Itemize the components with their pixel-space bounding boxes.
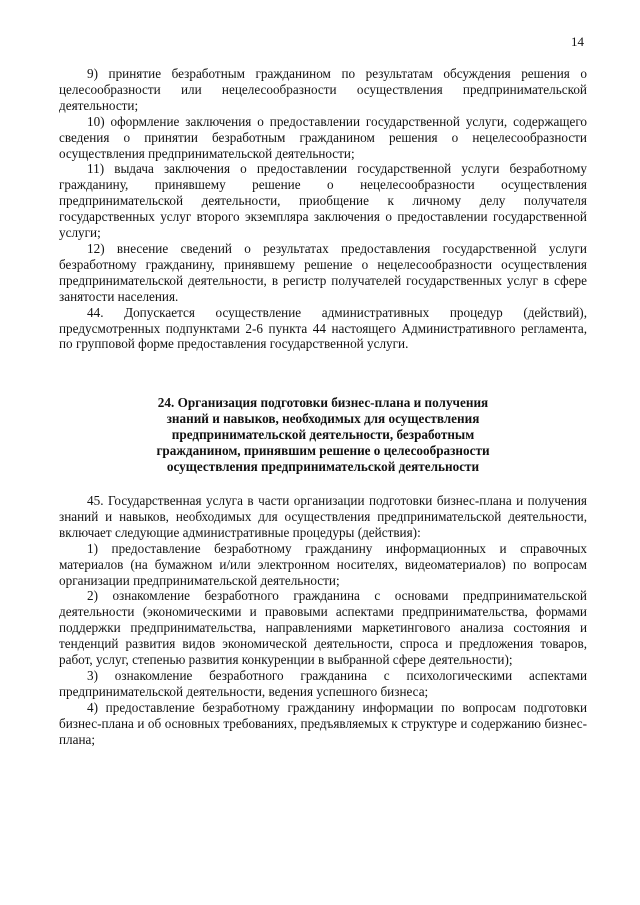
heading-line: осуществления предпринимательской деятельности xyxy=(166,458,480,474)
page-number: 14 xyxy=(571,34,584,49)
paragraph-item-1: 1) предоставление безработному гражданину информационных и справочных материалов (на бумажном и/или электронном носителях, видеоматериалов) по вопросам организации предпринимательской деятельности; xyxy=(59,540,587,588)
heading-line: гражданином, принявшим решение о целесообразности xyxy=(156,442,490,458)
paragraph-45: 45. Государственная услуга в части организации подготовки бизнес-плана и получения знаний и навыков, необходимых для осуществления предпринимательской деятельности, включает следующие административные процедуры (действия): xyxy=(59,493,587,540)
heading-line: предпринимательской деятельности, безработным xyxy=(171,426,475,442)
paragraph-item-9: 9) принятие безработным гражданином по результатам обсуждения решения о целесообразности или нецелесообразности осуществления предпринимательской деятельности; xyxy=(59,66,587,113)
paragraph-item-10: 10) оформление заключения о предоставлении государственной услуги, содержащего сведения о принятии безработным гражданином решения о нецелесообразности осуществления предпринимательской деятельности; xyxy=(59,113,587,161)
paragraph-item-4: 4) предоставление безработному гражданину информации по вопросам подготовки бизнес-плана и об основных требованиях, предъявляемых к структуре и содержанию бизнес-плана; xyxy=(59,699,587,747)
heading-line: 24. Организация подготовки бизнес-плана и получения xyxy=(157,395,489,410)
heading-line: знаний и навыков, необходимых для осуществления xyxy=(166,410,480,426)
paragraphs-bottom xyxy=(59,493,587,748)
paragraph-44: 44. Допускается осуществление административных процедур (действий), предусмотренных подпунктами 2-6 пункта 44 настоящего Административного регламента, по групповой форме предоставления государственной услуги. xyxy=(59,304,587,352)
paragraph-item-11: 11) выдача заключения о предоставлении государственной услуги безработному гражданину, принявшему решение о нецелесообразности осуществления предпринимательской деятельности, приобщение к личному делу получателя государственных услуг второго экземпляра заключения о предоставлении государственной услуги; xyxy=(59,161,587,241)
paragraph-item-2: 2) ознакомление безработного гражданина с основами предпринимательской деятельности (экономическими и правовыми аспектами предпринимательства, формами поддержки предпринимательства, направлениями маркетингового анализа состояния и тенденций развития видов экономической деятельности, спроса и предложения товаров, работ, услуг, степенью развития конкуренции в выбранной сфере деятельности); xyxy=(59,588,587,668)
section-heading xyxy=(95,395,551,475)
paragraph-item-3: 3) ознакомление безработного гражданина с психологическими аспектами предпринимательской деятельности, ведения успешного бизнеса; xyxy=(59,667,587,699)
paragraphs-top xyxy=(59,66,587,352)
paragraph-item-12: 12) внесение сведений о результатах предоставления государственной услуги безработному гражданину, принявшему решение о нецелесообразности осуществления предпринимательской деятельности, в регистр получателей государственных услуг в сфере занятости населения. xyxy=(59,240,587,304)
